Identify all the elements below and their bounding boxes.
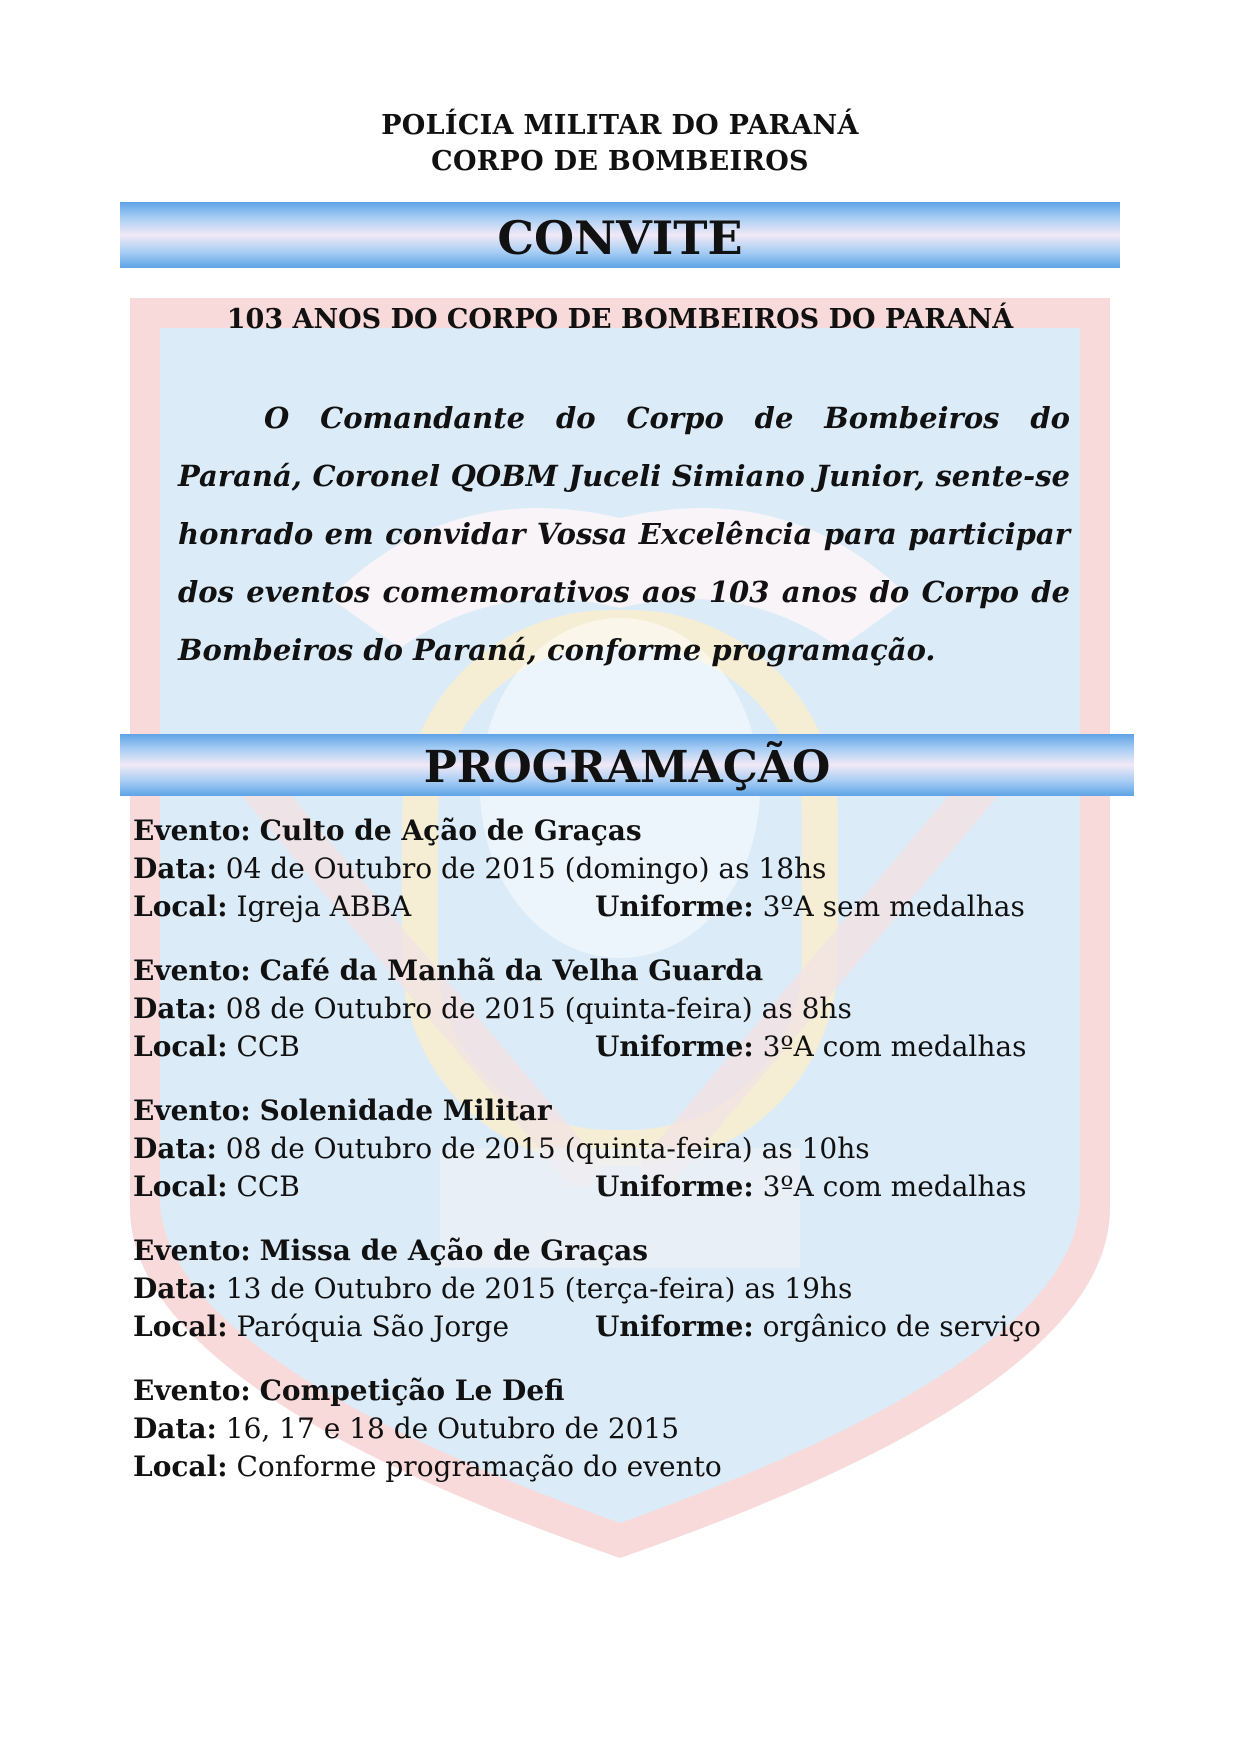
event-date-line	[133, 850, 1093, 888]
event-item	[133, 1232, 1093, 1346]
convite-title: CONVITE	[497, 211, 743, 265]
evento-label: Evento:	[133, 1094, 251, 1127]
data-label: Data:	[133, 1132, 217, 1165]
local-label: Local:	[133, 890, 228, 923]
data-label: Data:	[133, 992, 217, 1025]
data-label: Data:	[133, 852, 217, 885]
event-name: Competição Le Defi	[259, 1374, 565, 1407]
event-local-line	[133, 1448, 1093, 1486]
evento-label: Evento:	[133, 1374, 251, 1407]
event-date-line	[133, 1410, 1093, 1448]
local-label: Local:	[133, 1450, 228, 1483]
event-uniform	[595, 1308, 1041, 1346]
local-label: Local:	[133, 1310, 228, 1343]
event-uniform	[595, 1028, 1026, 1066]
event-uniform	[595, 888, 1025, 926]
uniforme-label: Uniforme:	[595, 890, 754, 923]
header-line-1: POLÍCIA MILITAR DO PARANÁ	[381, 110, 859, 141]
uniforme-label: Uniforme:	[595, 1170, 754, 1203]
event-date: 16, 17 e 18 de Outubro de 2015	[225, 1412, 680, 1445]
event-item	[133, 812, 1093, 926]
uniforme-label: Uniforme:	[595, 1310, 754, 1343]
event-date: 08 de Outubro de 2015 (quinta-feira) as 10hs	[225, 1132, 870, 1165]
event-local: Igreja ABBA	[236, 890, 412, 923]
event-local: Paróquia São Jorge	[236, 1310, 510, 1343]
event-local: CCB	[236, 1030, 300, 1063]
event-title-line	[133, 1092, 1093, 1130]
data-label: Data:	[133, 1412, 217, 1445]
event-date: 13 de Outubro de 2015 (terça-feira) as 19hs	[225, 1272, 853, 1305]
event-date-line	[133, 990, 1093, 1028]
invitation-text: O Comandante do Corpo de Bombeiros do Paraná, Coronel QOBM Juceli Simiano Junior, sente-se honrado em convidar Vossa Excelência para participar dos eventos comemorativos aos 103 anos do Corpo de Bombeiros do Paraná, conforme programação.	[178, 401, 1070, 667]
event-uniform-value: orgânico de serviço	[762, 1310, 1041, 1343]
event-title-line	[133, 1232, 1093, 1270]
event-title-line	[133, 952, 1093, 990]
event-item	[133, 1372, 1093, 1486]
event-uniform	[595, 1168, 1026, 1206]
programacao-banner	[120, 734, 1134, 796]
uniforme-label: Uniforme:	[595, 1030, 754, 1063]
local-label: Local:	[133, 1030, 228, 1063]
evento-label: Evento:	[133, 814, 251, 847]
event-name: Missa de Ação de Graças	[259, 1234, 649, 1267]
event-uniform-value: 3ºA sem medalhas	[762, 890, 1025, 923]
event-item	[133, 1092, 1093, 1206]
event-uniform-value: 3ºA com medalhas	[762, 1170, 1027, 1203]
local-label: Local:	[133, 1170, 228, 1203]
evento-label: Evento:	[133, 1234, 251, 1267]
event-local: CCB	[236, 1170, 300, 1203]
event-name: Café da Manhã da Velha Guarda	[259, 954, 764, 987]
event-date-line	[133, 1270, 1093, 1308]
event-uniform-value: 3ºA com medalhas	[762, 1030, 1027, 1063]
programacao-title: PROGRAMAÇÃO	[423, 742, 831, 793]
event-item	[133, 952, 1093, 1066]
event-date-line	[133, 1130, 1093, 1168]
event-title-line	[133, 812, 1093, 850]
anniversary-subtitle: 103 ANOS DO CORPO DE BOMBEIROS DO PARANÁ	[226, 304, 1014, 335]
event-name: Solenidade Militar	[259, 1094, 552, 1127]
event-name: Culto de Ação de Graças	[259, 814, 642, 847]
event-date: 08 de Outubro de 2015 (quinta-feira) as 8hs	[225, 992, 852, 1025]
event-local-line	[133, 888, 1093, 926]
event-local: Conforme programação do evento	[236, 1450, 722, 1483]
event-list	[133, 812, 1093, 1512]
header-line-2: CORPO DE BOMBEIROS	[431, 146, 809, 177]
event-local-line	[133, 1028, 1093, 1066]
evento-label: Evento:	[133, 954, 251, 987]
convite-banner	[120, 202, 1120, 268]
event-local-line	[133, 1308, 1093, 1346]
data-label: Data:	[133, 1272, 217, 1305]
event-date: 04 de Outubro de 2015 (domingo) as 18hs	[225, 852, 827, 885]
event-title-line	[133, 1372, 1093, 1410]
event-local-line	[133, 1168, 1093, 1206]
